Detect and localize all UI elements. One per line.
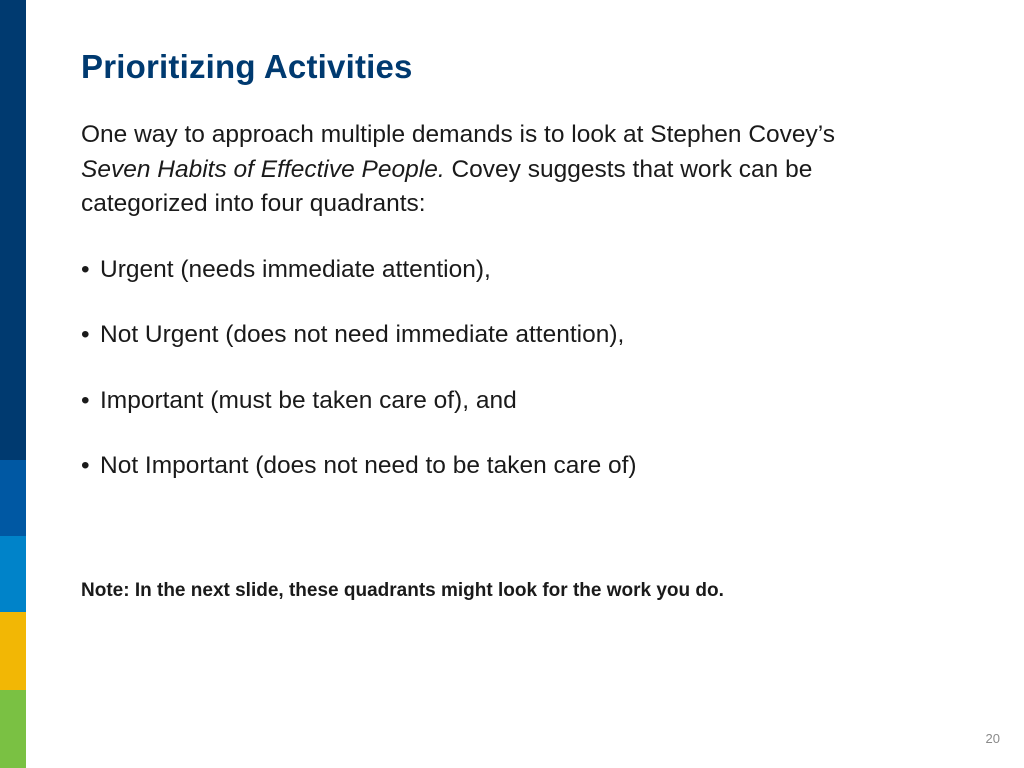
bullet-text: Urgent (needs immediate attention), (100, 256, 491, 283)
bullet-text: Not Urgent (does not need immediate attention), (100, 321, 625, 348)
bullet-text: Not Important (does not need to be taken care of) (100, 452, 637, 479)
accent-stripe-green (0, 690, 26, 768)
accent-stripe-navy (0, 0, 26, 460)
note-text: Note: In the next slide, these quadrants might look for the work you do. (81, 580, 724, 601)
bullet-dot-icon: • (81, 321, 90, 348)
bullet-item (81, 449, 637, 483)
intro-text-start: One way to approach multiple demands is to look at Stephen Covey’s (81, 121, 836, 148)
accent-stripe-light-blue (0, 536, 26, 612)
intro-paragraph (81, 118, 941, 222)
book-title: Seven Habits of Effective People. (81, 155, 445, 183)
bullet-item (81, 384, 517, 418)
bullet-dot-icon: • (81, 387, 90, 414)
bullet-item (81, 253, 491, 287)
bullet-dot-icon: • (81, 452, 90, 479)
accent-stripe-yellow (0, 612, 26, 690)
accent-stripe-blue (0, 460, 26, 536)
intro-text-end: Covey suggests that work can be categorized into four quadrants: (81, 155, 813, 217)
bullet-text: Important (must be taken care of), and (100, 387, 517, 414)
page-number: 20 (985, 731, 1000, 746)
bullet-item (81, 318, 624, 352)
bullet-dot-icon: • (81, 256, 90, 283)
slide-title: Prioritizing Activities (81, 48, 413, 85)
